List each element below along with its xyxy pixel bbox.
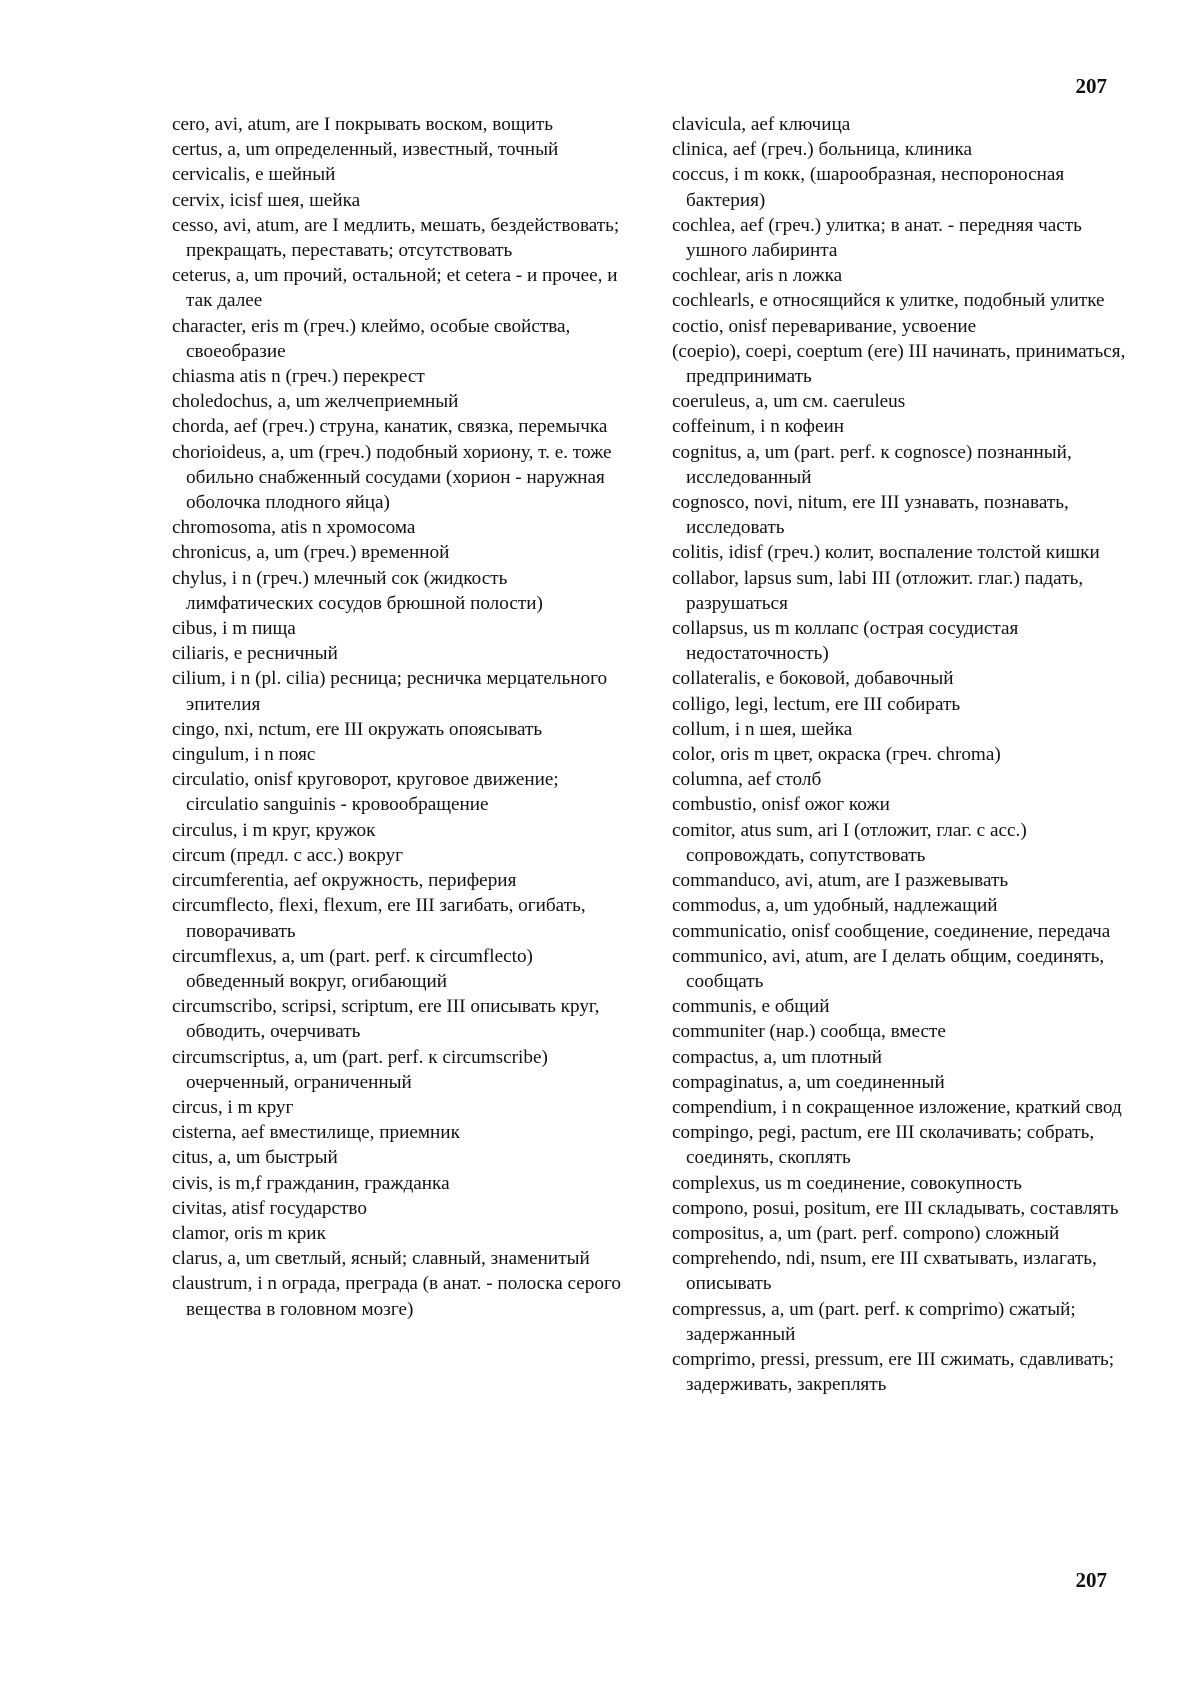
- dictionary-entry: cero, avi, atum, are I покрывать воском, вощить: [172, 114, 553, 135]
- dictionary-entry: clinica, aef (греч.) больница, клиника: [672, 139, 973, 161]
- dictionary-entry: coccus, i m кокк, (шарообразная, неспороносная бактерия): [672, 164, 1065, 211]
- dictionary-entry: cingo, nxi, nctum, ere III окружать опоясывать: [172, 718, 543, 740]
- dictionary-entry: commanduco, avi, atum, are I разжевывать: [672, 870, 1009, 892]
- dictionary-entry: chorda, aef (греч.) струна, канатик, связка, перемычка: [172, 416, 608, 438]
- dictionary-entry: clavicula, aef ключица: [672, 114, 851, 135]
- dictionary-entry: cesso, avi, atum, are I медлить, мешать, бездействовать; прекращать, переставать; отсутствовать: [172, 214, 620, 262]
- dictionary-entry: character, eris m (греч.) клеймо, особые свойства, своеобразие: [172, 315, 571, 362]
- dictionary-entry: colligo, legi, lectum, ere III собирать: [672, 693, 961, 715]
- dictionary-entry: compingo, pegi, pactum, ere III сколачивать; собрать, соединять, скоплять: [672, 1122, 1095, 1169]
- dictionary-entry: circumscriptus, a, um (part. perf. к circumscribe) очерченный, ограниченный: [172, 1046, 548, 1093]
- dictionary-entry: compaginatus, a, um соединенный: [672, 1071, 945, 1093]
- dictionary-entry: cibus, i m пища: [172, 618, 296, 640]
- dictionary-entry: cognitus, a, um (part. perf. к cognosce) познанный, исследованный: [672, 441, 1072, 488]
- dictionary-entry: cervicalis, e шейный: [172, 164, 336, 186]
- dictionary-entry: circus, i m круг: [172, 1096, 294, 1118]
- dictionary-entry: ciliaris, e ресничный: [172, 643, 338, 665]
- dictionary-entry: clamor, oris m крик: [172, 1222, 326, 1244]
- dictionary-entry: citus, a, um быстрый: [172, 1147, 338, 1169]
- page-number-bottom: 207: [1075, 1568, 1107, 1592]
- dictionary-entry: cingulum, i n пояс: [172, 744, 316, 766]
- dictionary-entry: compressus, a, um (part. perf. к comprimo) сжатый; задержанный: [672, 1298, 1076, 1345]
- dictionary-entry: (coepio), coepi, coeptum (ere) III начинать, приниматься, предпринимать: [672, 340, 1126, 388]
- dictionary-entry: compono, posui, positum, ere III складывать, составлять: [672, 1197, 1119, 1219]
- dictionary-entry: collateralis, e боковой, добавочный: [672, 668, 954, 690]
- dictionary-entry: communicatio, onisf сообщение, соединение, передача: [672, 920, 1111, 942]
- dictionary-entry: collapsus, us m коллапс (острая сосудистая недостаточность): [672, 618, 1019, 665]
- right-column: [672, 112, 1127, 1397]
- dictionary-entry: compendium, i n сокращенное изложение, краткий свод: [672, 1096, 1122, 1118]
- dictionary-entry: columna, aef столб: [672, 769, 822, 791]
- dictionary-entry: commodus, a, um удобный, надлежащий: [672, 895, 998, 917]
- dictionary-entry: chylus, i n (греч.) млечный сок (жидкость лимфатических сосудов брюшной полости): [172, 567, 543, 614]
- dictionary-entry: colitis, idisf (греч.) колит, воспаление толстой кишки: [672, 542, 1100, 564]
- dictionary-entry: chromosoma, atis n хромосома: [172, 517, 416, 539]
- dictionary-entry: comitor, atus sum, ari I (отложит, глаг. с асс.) сопровождать, сопутствовать: [672, 819, 1027, 866]
- dictionary-entry: clarus, a, um светлый, ясный; славный, знаменитый: [172, 1248, 590, 1270]
- dictionary-entry: communis, e общий: [672, 996, 830, 1018]
- dictionary-entry: collum, i n шея, шейка: [672, 718, 853, 740]
- page-number-top: 207: [1075, 74, 1107, 98]
- dictionary-entry: circumflecto, flexi, flexum, ere III загибать, огибать, поворачивать: [172, 895, 586, 942]
- dictionary-entry: civis, is m,f гражданин, гражданка: [172, 1172, 450, 1194]
- dictionary-entry: cisterna, aef вместилище, приемник: [172, 1122, 460, 1144]
- left-column: [172, 112, 627, 1322]
- dictionary-entry: choledochus, a, um желчеприемный: [172, 391, 459, 413]
- dictionary-entry: cochlearls, e относящийся к улитке, подобный улитке: [672, 290, 1105, 312]
- dictionary-entry: circum (предл. с acc.) вокруг: [172, 844, 404, 866]
- dictionary-entry: circumscribo, scripsi, scriptum, ere III описывать круг, обводить, очерчивать: [172, 996, 600, 1043]
- dictionary-entry: certus, a, um определенный, известный, точный: [172, 139, 559, 161]
- dictionary-entry: coctio, onisf переваривание, усвоение: [672, 315, 977, 337]
- dictionary-entry: complexus, us m соединение, совокупность: [672, 1172, 1022, 1194]
- dictionary-entry: claustrum, i n ограда, преграда (в анат. - полоска серого вещества в головном мозге): [172, 1273, 621, 1320]
- dictionary-entry: comprimo, pressi, pressum, ere III сжимать, сдавливать; задерживать, закреплять: [672, 1348, 1115, 1396]
- dictionary-entry: cilium, i n (pl. cilia) ресница; ресничка мерцательного эпителия: [172, 668, 608, 715]
- dictionary-entry: cognosco, novi, nitum, ere III узнавать, познавать, исследовать: [672, 492, 1069, 539]
- dictionary-entry: civitas, atisf государство: [172, 1197, 367, 1219]
- dictionary-entry: circumflexus, a, um (part. perf. к circumflecto) обведенный вокруг, огибающий: [172, 945, 533, 992]
- dictionary-entry: comprehendo, ndi, nsum, ere III схватывать, излагать, описывать: [672, 1248, 1097, 1295]
- dictionary-entry: compositus, a, um (part. perf. compono) сложный: [672, 1222, 1060, 1244]
- dictionary-entry: coeruleus, a, um см. caeruleus: [672, 391, 906, 413]
- dictionary-entry: cervix, icisf шея, шейка: [172, 189, 361, 211]
- dictionary-entry: circumferentia, aef окружность, периферия: [172, 870, 517, 892]
- dictionary-entry: cochlear, aris n ложка: [672, 265, 843, 287]
- dictionary-entry: circulatio, onisf круговорот, круговое движение; circulatio sanguinis - кровообращение: [172, 769, 559, 816]
- dictionary-entry: coffeinum, i n кофеин: [672, 416, 845, 438]
- dictionary-entry: communiter (нар.) сообща, вместе: [672, 1021, 946, 1043]
- dictionary-entry: color, oris m цвет, окраска (греч. chroma): [672, 744, 1001, 766]
- dictionary-entry: combustio, onisf ожог кожи: [672, 794, 890, 816]
- dictionary-entry: collabor, lapsus sum, labi III (отложит. глаг.) падать, разрушаться: [672, 567, 1084, 614]
- dictionary-entry: chronicus, a, um (греч.) временной: [172, 542, 450, 564]
- dictionary-entry: chorioideus, a, um (греч.) подобный хориону, т. е. тоже обильно снабженный сосудами (хорион - наружная оболочка плодного яйца): [172, 441, 612, 514]
- dictionary-entry: communico, avi, atum, are I делать общим, соединять, сообщать: [672, 945, 1105, 992]
- dictionary-entry: ceterus, a, um прочий, остальной; et cetera - и прочее, и так далее: [172, 265, 618, 312]
- dictionary-entry: circulus, i m круг, кружок: [172, 819, 376, 841]
- dictionary-entry: compactus, a, um плотный: [672, 1046, 883, 1068]
- dictionary-entry: chiasma atis n (греч.) перекрест: [172, 366, 425, 388]
- dictionary-entry: cochlea, aef (греч.) улитка; в анат. - передняя часть ушного лабиринта: [672, 214, 1082, 262]
